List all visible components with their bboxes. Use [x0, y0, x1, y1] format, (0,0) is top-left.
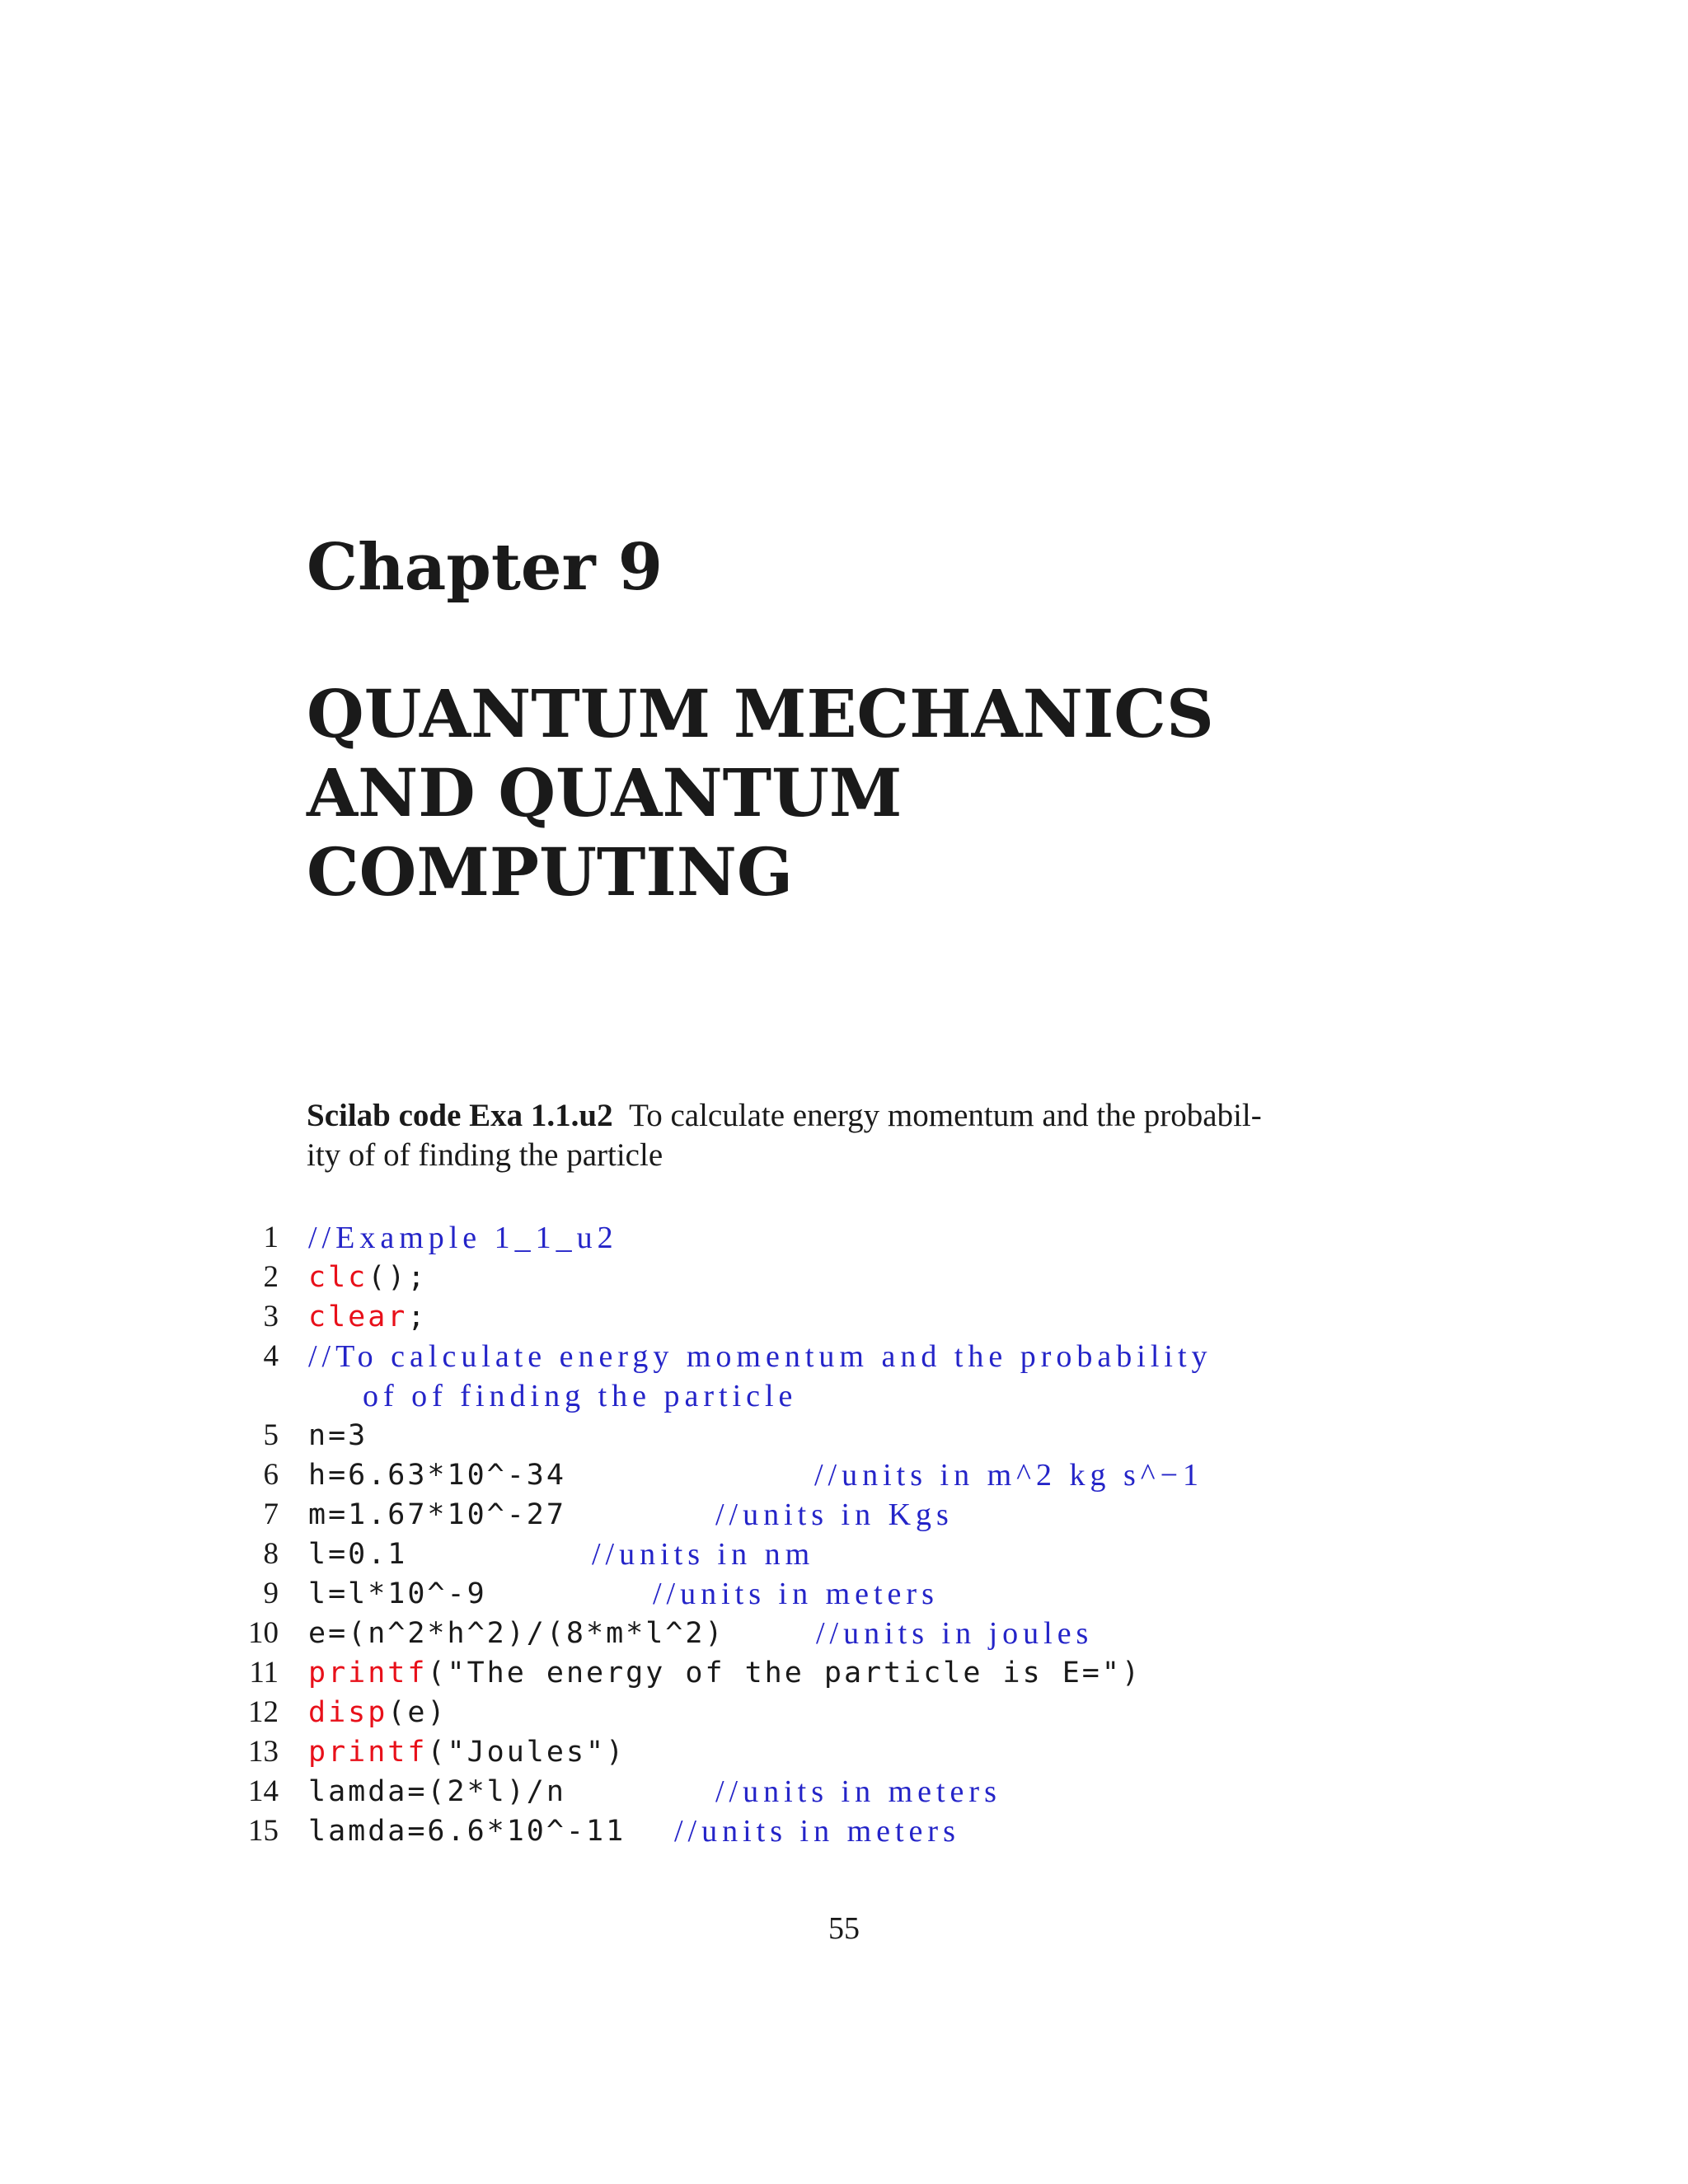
code-keyword: clear: [308, 1301, 408, 1333]
code-caption: [307, 1096, 1395, 1175]
code-line: [0, 1772, 1688, 1811]
chapter-title-line-2: AND QUANTUM: [307, 754, 903, 832]
line-number: 1: [263, 1221, 279, 1254]
line-number: 12: [248, 1695, 279, 1729]
code-comment: //units in m^2 kg s^−1: [814, 1458, 1204, 1493]
code-line: [0, 1455, 1688, 1495]
chapter-title-line-3: COMPUTING: [307, 833, 794, 911]
code-comment: //units in Kgs: [715, 1497, 954, 1532]
code-line: [0, 1495, 1688, 1535]
line-number: 14: [248, 1774, 279, 1808]
line-number: 3: [263, 1300, 279, 1333]
line-number: 6: [263, 1458, 279, 1492]
code-line: [0, 1653, 1688, 1693]
code-line: [0, 1693, 1688, 1732]
code-comment: //units in meters: [653, 1577, 939, 1611]
code-text: lamda=(2*l)/n: [308, 1775, 566, 1808]
code-text: h=6.63*10^-34: [308, 1459, 566, 1492]
code-line: [0, 1337, 1688, 1376]
code-keyword: printf: [308, 1736, 428, 1769]
chapter-title-line-1: QUANTUM MECHANICS: [307, 675, 1214, 752]
chapter-label: Chapter 9: [307, 530, 663, 605]
line-number: 8: [263, 1537, 279, 1571]
code-keyword: printf: [308, 1657, 428, 1690]
code-text: n=3: [308, 1419, 368, 1452]
code-text: ("The energy of the particle is E="): [427, 1657, 1142, 1690]
code-text: e=(n^2*h^2)/(8*m*l^2): [308, 1617, 725, 1650]
line-number: 2: [263, 1260, 279, 1294]
line-number: 10: [248, 1616, 279, 1650]
chapter-title: [307, 674, 1461, 912]
code-line: [0, 1258, 1688, 1297]
page-number: 55: [828, 1911, 860, 1946]
code-comment: //units in meters: [715, 1774, 1001, 1809]
caption-line-1: [307, 1096, 1395, 1136]
code-comment: //units in meters: [674, 1814, 960, 1849]
code-text: ;: [407, 1301, 428, 1333]
code-comment: //To calculate energy momentum and the probability: [308, 1339, 1212, 1374]
code-listing: [0, 1218, 1688, 1851]
code-text: l=l*10^-9: [308, 1577, 487, 1610]
code-text: (e): [387, 1696, 448, 1729]
code-text: lamda=6.6*10^-11: [308, 1815, 626, 1848]
caption-line-2: ity of of finding the particle: [307, 1137, 663, 1173]
line-number: 15: [248, 1814, 279, 1848]
line-number: 7: [263, 1497, 279, 1531]
code-line: [0, 1614, 1688, 1653]
code-keyword: clc: [308, 1261, 368, 1294]
code-line: [0, 1416, 1688, 1455]
code-line: [0, 1574, 1688, 1614]
line-number: 5: [263, 1418, 279, 1452]
line-number: 4: [263, 1339, 279, 1373]
caption-label: Scilab code Exa 1.1.u2: [307, 1098, 613, 1133]
line-number: 13: [248, 1735, 279, 1769]
code-comment: of of finding the particle: [363, 1379, 798, 1413]
code-line: [0, 1218, 1688, 1258]
line-number: 9: [263, 1577, 279, 1610]
code-comment: //units in nm: [592, 1537, 815, 1572]
code-text: ("Joules"): [427, 1736, 626, 1769]
code-text: m=1.67*10^-27: [308, 1498, 566, 1531]
code-keyword: disp: [308, 1696, 388, 1729]
code-comment: //units in joules: [816, 1616, 1094, 1651]
code-text: l=0.1: [308, 1538, 408, 1571]
code-line: [0, 1297, 1688, 1337]
code-line: [0, 1535, 1688, 1574]
caption-text-1: To calculate energy momentum and the probabil-: [629, 1098, 1262, 1133]
code-line: [0, 1376, 1688, 1416]
code-text: ();: [368, 1261, 428, 1294]
code-line: [0, 1811, 1688, 1851]
line-number: 11: [249, 1656, 279, 1690]
code-line: [0, 1732, 1688, 1772]
code-comment: //Example 1_1_u2: [308, 1221, 618, 1255]
